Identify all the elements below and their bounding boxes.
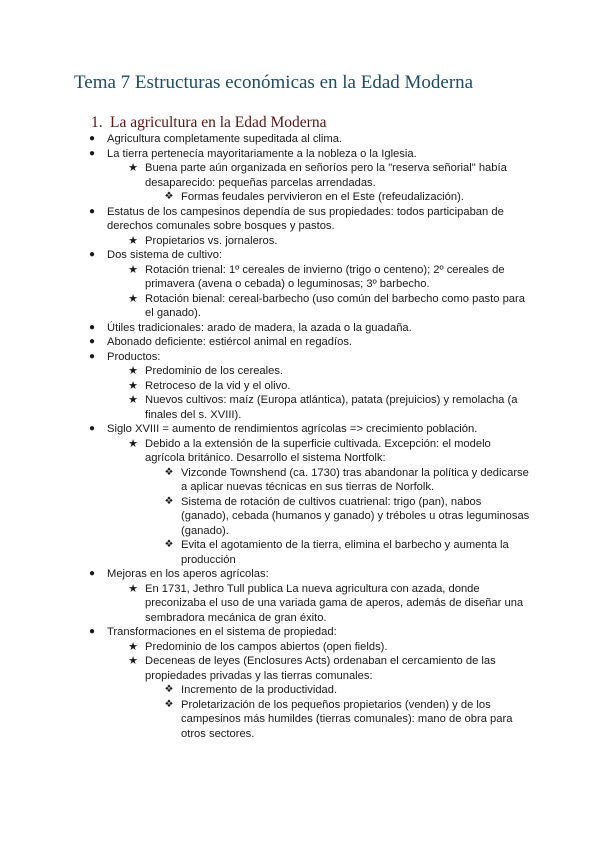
star-bullet-icon: ★ xyxy=(128,162,138,174)
bullet-dot-icon: ● xyxy=(88,423,96,434)
bullet-dot-icon: ● xyxy=(88,205,96,217)
list-item-level-2 xyxy=(0,654,600,683)
bullet-dot-icon: ● xyxy=(88,249,96,260)
bullet-dot-icon: ● xyxy=(88,626,96,637)
list-item-text: Abonado deficiente: estiércol animal en regadíos. xyxy=(107,336,353,348)
bullet-dot-icon: ● xyxy=(88,321,96,333)
list-item-level-2 xyxy=(0,582,600,626)
list-item-level-1 xyxy=(0,205,600,234)
star-bullet-icon: ★ xyxy=(128,263,138,276)
star-bullet-icon: ★ xyxy=(128,437,138,450)
list-item-level-3 xyxy=(0,466,600,495)
diamond-bullet-icon: ❖ xyxy=(164,539,174,550)
list-item-text: Transformaciones en el sistema de propiedad: xyxy=(107,626,337,638)
bullet-dot-icon: ● xyxy=(88,336,96,347)
section-heading-text: La agricultura en la Edad Moderna xyxy=(110,114,327,131)
list-item-level-3 xyxy=(0,683,600,698)
list-item-level-2 xyxy=(0,234,600,249)
list-item-level-2 xyxy=(0,292,600,321)
list-item-text: Predominio de los campos abiertos (open fields). xyxy=(145,640,388,653)
star-bullet-icon: ★ xyxy=(128,655,138,667)
list-item-text: La tierra pertenecía mayoritariamente a la nobleza o la Iglesia. xyxy=(107,147,417,160)
bullet-dot-icon: ● xyxy=(88,147,96,159)
list-item-text: Agricultura completamente supeditada al clima. xyxy=(107,133,343,145)
list-item-text: Formas feudales pervivieron en el Este (refeudalización). xyxy=(181,191,464,203)
list-item-text: Rotación trienal: 1º cereales de invierno (trigo o centeno); 2º cereales de primavera (avena o cebada) o leguminosas; 3º barbecho. xyxy=(145,263,505,290)
section-heading xyxy=(91,114,326,132)
list-item-text: Debido a la extensión de la superficie cultivada. Excepción: el modelo agrícola británico. Desarrollo el sistema Nortfolk: xyxy=(145,437,491,464)
list-item-text: Sistema de rotación de cultivos cuatrienal: trigo (pan), nabos (ganado), cebada (humanos y ganado) y tréboles u otras leguminosas (ganado). xyxy=(181,495,530,537)
list-item-level-1 xyxy=(0,350,600,365)
list-item-text: Rotación bienal: cereal-barbecho (uso común del barbecho como pasto para el ganado). xyxy=(145,292,525,319)
list-item-text: Productos: xyxy=(107,350,161,363)
list-item-text: Retroceso de la vid y el olivo. xyxy=(145,379,291,392)
bullet-dot-icon: ● xyxy=(88,133,96,144)
bullet-dot-icon: ● xyxy=(88,350,96,362)
list-item-level-3 xyxy=(0,538,600,567)
list-item-level-2 xyxy=(0,393,600,422)
list-item-text: Proletarización de los pequeños propietarios (venden) y de los campesinos más humildes (tierras comunales): mano de obra para otros sectores. xyxy=(181,698,513,740)
diamond-bullet-icon: ❖ xyxy=(164,466,174,478)
list-item-level-1 xyxy=(0,625,600,640)
star-bullet-icon: ★ xyxy=(128,582,138,595)
list-item-level-1 xyxy=(0,321,600,336)
star-bullet-icon: ★ xyxy=(128,234,138,247)
star-bullet-icon: ★ xyxy=(128,379,138,392)
list-item-text: Siglo XVIII = aumento de rendimientos agrícolas => crecimiento población. xyxy=(107,423,478,435)
list-item-level-3 xyxy=(0,190,600,205)
diamond-bullet-icon: ❖ xyxy=(164,684,174,695)
list-item-text: Incremento de la productividad. xyxy=(181,684,338,696)
star-bullet-icon: ★ xyxy=(128,365,138,377)
list-item-level-3 xyxy=(0,495,600,539)
list-item-level-1 xyxy=(0,422,600,437)
list-item-level-2 xyxy=(0,263,600,292)
diamond-bullet-icon: ❖ xyxy=(164,495,174,507)
list-item-level-1 xyxy=(0,132,600,147)
list-item-text: Predominio de los cereales. xyxy=(145,365,284,377)
list-item-level-2 xyxy=(0,161,600,190)
list-item-level-1 xyxy=(0,147,600,162)
list-item-level-2 xyxy=(0,364,600,379)
list-item-text: Nuevos cultivos: maíz (Europa atlántica), patata (prejuicios) y remolacha (a finales del s. XVIII). xyxy=(145,394,518,421)
bullet-list xyxy=(0,132,600,741)
list-item-text: Dos sistema de cultivo: xyxy=(107,249,223,261)
list-item-level-2 xyxy=(0,640,600,655)
list-item-level-1 xyxy=(0,567,600,582)
section-number: 1. xyxy=(91,114,103,131)
list-item-level-1 xyxy=(0,335,600,350)
bullet-dot-icon: ● xyxy=(88,568,96,579)
list-item-text: Deceneas de leyes (Enclosures Acts) ordenaban el cercamiento de las propiedades privadas y las tierras comunales: xyxy=(145,655,496,682)
list-item-text: Vizconde Townshend (ca. 1730) tras abandonar la política y dedicarse a aplicar nuevas técnicas en sus tierras de Norfolk. xyxy=(181,466,529,493)
list-item-text: Evita el agotamiento de la tierra, elimina el barbecho y aumenta la producción xyxy=(181,539,509,566)
diamond-bullet-icon: ❖ xyxy=(164,191,174,202)
list-item-text: Útiles tradicionales: arado de madera, la azada o la guadaña. xyxy=(107,321,412,334)
list-item-text: Propietarios vs. jornaleros. xyxy=(145,234,278,247)
document-title: Tema 7 Estructuras económicas en la Edad Moderna xyxy=(74,72,474,93)
list-item-level-2 xyxy=(0,437,600,466)
list-item-text: Estatus de los campesinos dependía de sus propiedades: todos participaban de derechos comunales sobre bosques y pastos. xyxy=(107,205,504,232)
list-item-level-3 xyxy=(0,698,600,742)
list-item-text: En 1731, Jethro Tull publica La nueva agricultura con azada, donde preconizaba el uso de una variada gama de aperos, además de diseñar una sembradora mecánica de gran éxito. xyxy=(145,582,524,624)
list-item-text: Mejoras en los aperos agrícolas: xyxy=(107,568,269,580)
star-bullet-icon: ★ xyxy=(128,640,138,653)
list-item-level-1 xyxy=(0,248,600,263)
star-bullet-icon: ★ xyxy=(128,394,138,406)
diamond-bullet-icon: ❖ xyxy=(164,698,174,710)
star-bullet-icon: ★ xyxy=(128,292,138,305)
list-item-level-2 xyxy=(0,379,600,394)
list-item-text: Buena parte aún organizada en señoríos pero la "reserva señorial" había desaparecido: pequeñas parcelas arrendadas. xyxy=(145,162,507,189)
